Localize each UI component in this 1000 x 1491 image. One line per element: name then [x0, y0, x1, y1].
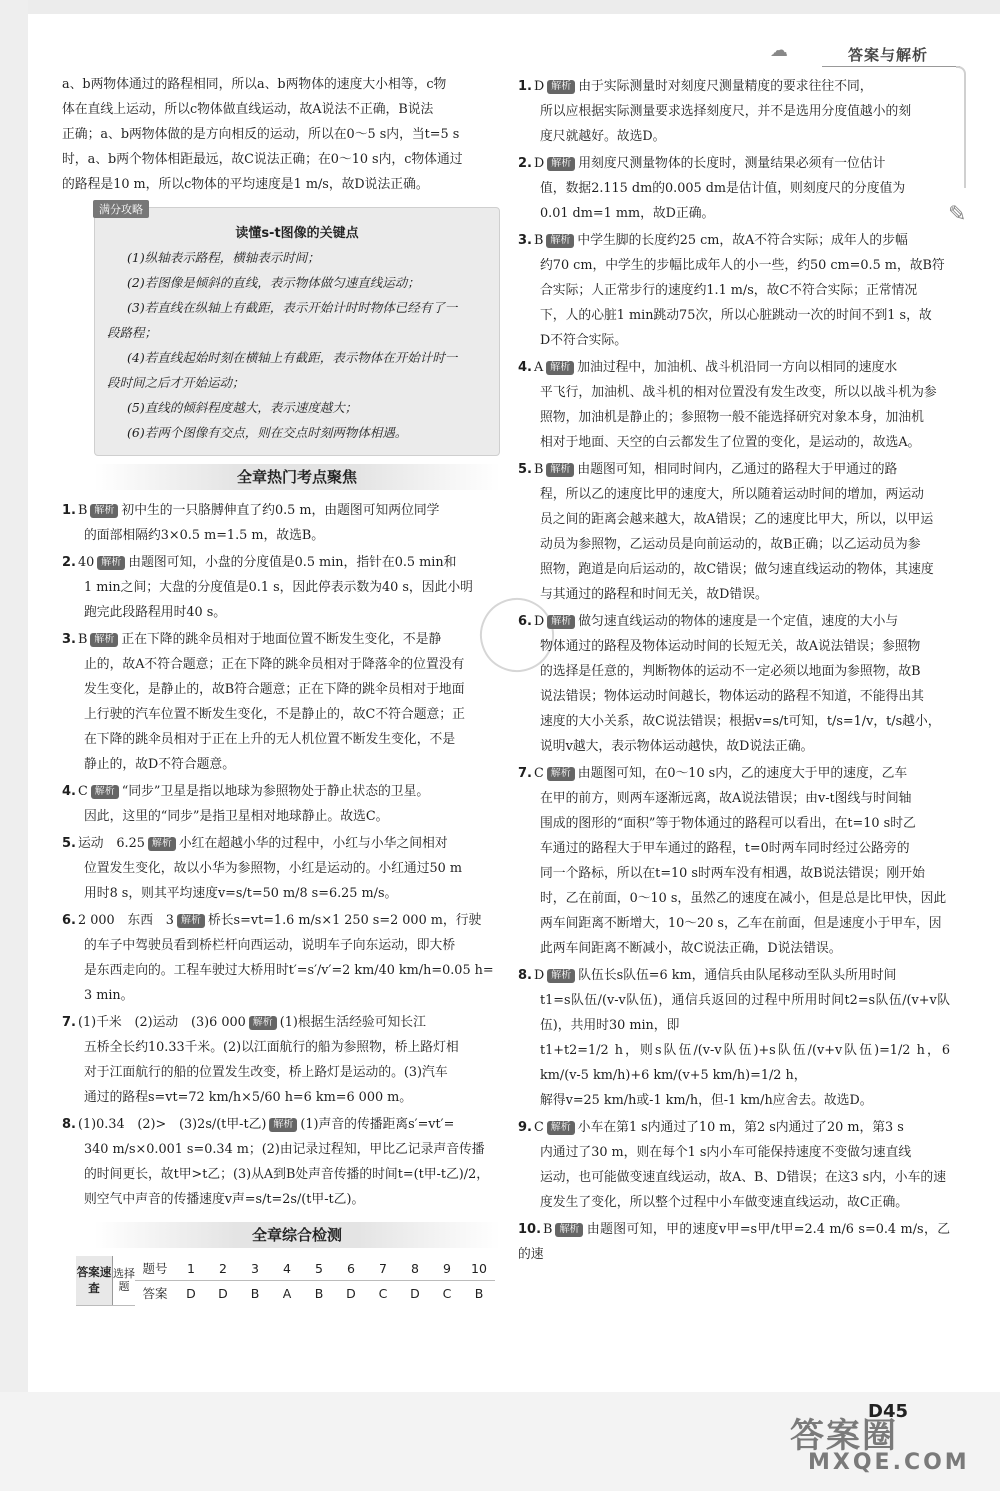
- answer-line: [62, 1060, 502, 1085]
- analysis-tag: 解析: [177, 914, 205, 928]
- answer-line: [518, 1140, 950, 1165]
- answer-item: [518, 1115, 950, 1215]
- answer-letter: B: [250, 1285, 260, 1301]
- answer-item: [518, 609, 950, 759]
- right-answer-list: [518, 74, 950, 1267]
- answer-line: [518, 482, 950, 507]
- answer-letter: B: [314, 1285, 324, 1301]
- answer-line: [518, 684, 950, 709]
- answer-text: D不符合实际。: [540, 333, 628, 348]
- answer-line: [518, 963, 950, 988]
- left-column: [62, 72, 502, 1306]
- answer-text: 的车子中驾驶员看到桥栏杆向西运动，说明车子向东运动，即大桥: [84, 938, 456, 953]
- answer-line: [518, 761, 950, 786]
- answer-text: 由题图可知，甲的速度v甲=s甲/t甲=2.4 m/6 s=0.4 m/s，乙的速: [518, 1222, 950, 1262]
- answer-text: (1)根据生活经验可知长江: [279, 1015, 426, 1030]
- answer-line: [518, 328, 950, 353]
- left-answer-list: [62, 498, 502, 1212]
- answer-text: 动员为参照物，乙运动员是向前运动的，故B正确；以乙运动员为参: [540, 537, 921, 552]
- answer-line: [518, 380, 950, 405]
- answer-text: (1)声音的传播距离s′=vt′=: [300, 1117, 455, 1132]
- answer-line: [62, 908, 502, 933]
- answer-line: [518, 532, 950, 557]
- answer-item: [518, 1217, 950, 1267]
- answer-line: [518, 811, 950, 836]
- answer-text: 小红在超越小华的过程中，小红与小华之间相对: [178, 836, 448, 851]
- answer-line: [518, 988, 950, 1038]
- answer-line: [518, 99, 950, 124]
- answer-text: 是东西走向的。工程车驶过大桥用时t′=s′/v′=2 km/40 km/h=0.05 h=: [84, 963, 494, 978]
- answer-line: [62, 856, 502, 881]
- answer-text: 位置发生变化，故以小华为参照物，小红是运动的。小红通过50 m: [84, 861, 463, 876]
- answer-line: [518, 457, 950, 482]
- tip-line: (6)若两个图像有交点，则在交点时刻两物体相遇。: [127, 425, 408, 440]
- analysis-tag: 解析: [91, 785, 119, 799]
- analysis-tag: 解析: [547, 1121, 575, 1135]
- answer-line: [62, 779, 502, 804]
- answer-key: 运动 6.25: [77, 836, 145, 851]
- answer-text: 围成的图形的“面积”等于物体通过的路程可以看出，在t=10 s时乙: [540, 816, 916, 831]
- answer-line: [62, 831, 502, 856]
- answer-key: D: [533, 156, 545, 171]
- answer-text: 队伍长s队伍=6 km，通信兵由队尾移动至队头所用时间: [578, 968, 897, 983]
- answer-line: [518, 1038, 950, 1088]
- answer-text: 初中生的一只胳膊伸直了约0.5 m，由题图可知两位同学: [121, 503, 440, 518]
- answer-text: 度发生了变化，所以整个过程中小车做变速直线运动，故C正确。: [540, 1195, 909, 1210]
- answer-text: 桥长s=vt=1.6 m/s×1 250 s=2 000 m，行驶: [207, 913, 482, 928]
- answer-line: [518, 634, 950, 659]
- answer-text: 同一个路标，所以在t=10 s时两车没有相遇，故B说法错误；刚开始: [540, 866, 925, 881]
- answer-key: 40: [77, 555, 95, 570]
- answer-line: [518, 1165, 950, 1190]
- answer-number: 5.: [62, 836, 76, 851]
- answer-number: 6.: [518, 614, 532, 629]
- answer-line: [518, 151, 950, 176]
- intro-line: 的路程是10 m，所以c物体的平均速度是1 m/s，故D说法正确。: [62, 177, 429, 192]
- answer-line: [518, 911, 950, 936]
- answer-key: B: [533, 462, 544, 477]
- answer-text: 内通过了30 m，则在每个1 s内小车可能保持速度不变做匀速直线: [540, 1145, 912, 1160]
- analysis-tag: 解析: [547, 615, 575, 629]
- answer-line: [518, 786, 950, 811]
- answer-number: 10.: [518, 1222, 542, 1237]
- answer-letter: D: [346, 1285, 356, 1301]
- answer-table-side-label: 答案速查: [76, 1256, 113, 1305]
- analysis-tag: 解析: [546, 234, 574, 248]
- answer-line: [518, 709, 950, 734]
- answer-number: 8.: [518, 968, 532, 983]
- answer-text: 因此，这里的“同步”是指卫星相对地球静止。故选C。: [84, 809, 389, 824]
- intro-line: a、b两物体通过的路程相同，所以a、b两物体的速度大小相等，c物: [62, 77, 447, 92]
- tip-line: 段时间之后才开始运动；: [107, 375, 245, 390]
- answer-letter: D: [410, 1285, 420, 1301]
- answer-text: 3 min。: [84, 988, 134, 1003]
- answer-text: 此两车间距离不断减小，故C说法正确，D说法错误。: [540, 941, 842, 956]
- answer-key: (1)0.34 (2)> (3)2s/(t甲-t乙): [77, 1117, 267, 1132]
- tip-line: (3)若直线在纵轴上有截距，表示开始计时时物体已经有了一: [127, 300, 458, 315]
- tip-box: [94, 203, 500, 456]
- intro-line: 正确；a、b两物体做的是方向相反的运动，所以在0～5 s内，当t=5 s: [62, 127, 460, 142]
- answer-line: [518, 734, 950, 759]
- answer-text: 解得v=25 km/h或-1 km/h，但-1 km/h应舍去。故选D。: [540, 1093, 873, 1108]
- header-bracket: [956, 66, 966, 188]
- answer-key: 2 000 东西 3: [77, 913, 174, 928]
- answer-text: 程，所以乙的速度比甲的速度大，所以随着运动时间的增加，两运动: [540, 487, 924, 502]
- answer-text: 五桥全长约10.33千米。(2)以江面航行的船为参照物，桥上路灯相: [84, 1040, 459, 1055]
- right-column: [518, 72, 950, 1267]
- answer-key: B: [533, 233, 544, 248]
- answer-number: 3.: [62, 632, 76, 647]
- answer-line: [518, 609, 950, 634]
- answer-line: [518, 74, 950, 99]
- answer-number: 1.: [518, 79, 532, 94]
- tip-line: (5)直线的倾斜程度越大，表示速度越大；: [127, 400, 358, 415]
- answer-number: 8.: [62, 1117, 76, 1132]
- answer-text: 对于江面航行的船的位置发生改变，桥上路灯是运动的。(3)汽车: [84, 1065, 448, 1080]
- watermark-url: MXQE.COM: [808, 1450, 970, 1475]
- answer-text: 用刻度尺测量物体的长度时，测量结果必须有一位估计: [578, 156, 886, 171]
- answer-item: [62, 550, 502, 625]
- answer-line: [518, 861, 950, 886]
- answer-key: D: [533, 968, 545, 983]
- answer-text: 1 min之间；大盘的分度值是0.1 s，因此停表示数为40 s，因此小明: [84, 580, 473, 595]
- question-number: 7: [367, 1256, 399, 1281]
- answer-text: 车通过的路程大于甲车通过的路程，t=0时两车同时经过公路旁的: [540, 841, 910, 856]
- answer-item: [62, 1010, 502, 1110]
- answer-line: [518, 355, 950, 380]
- answer-line: [62, 983, 502, 1008]
- answer-line: [62, 575, 502, 600]
- answer-line: [62, 1187, 502, 1212]
- answer-line: [518, 1115, 950, 1140]
- answer-line: [518, 1190, 950, 1215]
- answer-text: 合实际；人正常步行的速度约1.1 m/s，故C不符合实际；正常情况: [540, 283, 918, 298]
- answer-line: [62, 550, 502, 575]
- answer-text: 用时8 s，则其平均速度v=s/t=50 m/8 s=6.25 m/s。: [84, 886, 398, 901]
- answer-line: [62, 498, 502, 523]
- answer-text: 静止的，故D不符合题意。: [84, 757, 236, 772]
- answer-key: B: [77, 632, 88, 647]
- cloud-icon: ☁: [770, 40, 788, 61]
- answer-item: [518, 355, 950, 455]
- answer-text: 相对于地面、天空的白云都发生了位置的变化，是运动的，故选A。: [540, 435, 921, 450]
- answer-line: [518, 278, 950, 303]
- answer-text: 的面部相隔约3×0.5 m=1.5 m，故选B。: [84, 528, 325, 543]
- answer-text: 做匀速直线运动的物体的速度是一个定值，速度的大小与: [578, 614, 899, 629]
- answer-text: 约70 cm，中学生的步幅比成年人的小一些，约50 cm=0.5 m，故B符: [540, 258, 945, 273]
- answer-line: [518, 253, 950, 278]
- answer-text: 在甲的前方，则两车逐渐远离，故A说法错误；由v-t图线与时间轴: [540, 791, 912, 806]
- stick-figure-icon: ✎: [948, 202, 967, 227]
- answer-item: [518, 457, 950, 607]
- answer-number: 7.: [62, 1015, 76, 1030]
- answer-text: 发生变化，是静止的，故B符合题意；正在下降的跳伞员相对于地面: [84, 682, 465, 697]
- answer-letter: B: [474, 1285, 484, 1301]
- answer-item: [518, 963, 950, 1113]
- analysis-tag: 解析: [249, 1016, 277, 1030]
- answer-line: [518, 201, 950, 226]
- tip-title: 读懂s-t图像的关键点: [235, 226, 359, 241]
- answer-table-row-label: 题号: [135, 1256, 175, 1281]
- answer-line: [62, 727, 502, 752]
- answer-line: [518, 936, 950, 961]
- answer-line: [518, 886, 950, 911]
- analysis-tag: 解析: [148, 837, 176, 851]
- answer-text: 340 m/s×0.001 s=0.34 m；(2)由记录过程知，甲比乙记录声音传播: [84, 1142, 485, 1157]
- answer-letter: D: [218, 1285, 228, 1301]
- answer-key: B: [77, 503, 88, 518]
- answer-line: [62, 1137, 502, 1162]
- tip-line: (1)纵轴表示路程，横轴表示时间；: [127, 250, 320, 265]
- answer-line: [62, 1010, 502, 1035]
- analysis-tag: 解析: [547, 767, 575, 781]
- answer-line: [518, 1217, 950, 1267]
- analysis-tag: 解析: [546, 361, 574, 375]
- answer-item: [518, 74, 950, 149]
- answer-key: A: [533, 360, 544, 375]
- tip-line: (4)若直线起始时刻在横轴上有截距，表示物体在开始计时一: [127, 350, 458, 365]
- answer-key: C: [533, 766, 544, 781]
- answer-line: [518, 124, 950, 149]
- answer-text: 跑完此段路程用时40 s。: [84, 605, 227, 620]
- answer-text: 0.01 dm=1 mm，故D正确。: [540, 206, 715, 221]
- answer-text: 运动，也可能做变速直线运动，故A、B、D错误；在这3 s内，小车的速: [540, 1170, 946, 1185]
- answer-line: [62, 677, 502, 702]
- answer-text: 与其通过的路程和时间无关，故D错误。: [540, 587, 768, 602]
- answer-key: C: [77, 784, 88, 799]
- answer-text: 所以应根据实际测量要求选择刻度尺，并不是选用分度值越小的刻: [540, 104, 912, 119]
- analysis-tag: 解析: [90, 504, 118, 518]
- answer-letter: D: [186, 1285, 196, 1301]
- page-number: D45: [868, 1401, 908, 1422]
- answer-text: 物体通过的路程及物体运动时间的长短无关，故A说法错误；参照物: [540, 639, 921, 654]
- intro-line: 体在直线上运动，所以c物体做直线运动，故A说法不正确，B说法: [62, 102, 434, 117]
- answer-line: [518, 836, 950, 861]
- answer-line: [518, 582, 950, 607]
- answer-line: [62, 1162, 502, 1187]
- answer-number: 3.: [518, 233, 532, 248]
- answer-key: D: [533, 614, 545, 629]
- answer-table: [76, 1256, 495, 1306]
- answer-text: 在下降的跳伞员相对于正在上升的无人机位置不断发生变化，不是: [84, 732, 456, 747]
- answer-text: 时，乙在前面，0～10 s，虽然乙的速度在减小，但是总是比甲快，因此: [540, 891, 947, 906]
- question-number: 9: [431, 1256, 463, 1281]
- answer-number: 2.: [62, 555, 76, 570]
- answer-text: t1+t2=1/2 h，则s队伍/(v-v队伍)+s队伍/(v+v队伍)=1/2 h，6 km/(v-5 km/h)+6 km/(v+5 km/h)=1/2 h，: [540, 1043, 950, 1083]
- answer-text: 正在下降的跳伞员相对于地面位置不断发生变化，不是静: [121, 632, 442, 647]
- tip-line: (2)若图像是倾斜的直线，表示物体做匀速直线运动；: [127, 275, 420, 290]
- answer-item: [62, 1112, 502, 1212]
- page-header-title: 答案与解析: [847, 46, 928, 64]
- analysis-tag: 解析: [97, 556, 125, 570]
- answer-item: [62, 908, 502, 1008]
- answer-table-row-numbers: [76, 1256, 495, 1281]
- answer-item: [518, 151, 950, 226]
- answer-letter: A: [282, 1285, 292, 1301]
- answer-text: 止的，故A不符合题意；正在下降的跳伞员相对于降落伞的位置没有: [84, 657, 465, 672]
- answer-text: t1=s队伍/(v-v队伍)，通信兵返回的过程中所用时间t2=s队伍/(v+v队伍)，共用时30 min，即: [540, 993, 950, 1033]
- answer-line: [518, 557, 950, 582]
- answer-number: 5.: [518, 462, 532, 477]
- answer-line: [62, 652, 502, 677]
- tip-line: 段路程；: [107, 325, 158, 340]
- answer-line: [62, 600, 502, 625]
- tip-label: 满分攻略: [93, 200, 149, 218]
- analysis-tag: 解析: [547, 80, 575, 94]
- answer-line: [518, 405, 950, 430]
- answer-number: 1.: [62, 503, 76, 518]
- answer-number: 9.: [518, 1120, 532, 1135]
- answer-text: 度尺就越好。故选D。: [540, 129, 666, 144]
- section-heading: 全章热门考点聚焦: [94, 464, 500, 490]
- answer-item: [62, 498, 502, 548]
- analysis-tag: 解析: [546, 463, 574, 477]
- answer-item: [62, 627, 502, 777]
- answer-text: 说法错误；物体运动时间越长，物体运动的路程不知道，不能得出其: [540, 689, 924, 704]
- answer-number: 7.: [518, 766, 532, 781]
- intro-paragraph: [62, 72, 502, 197]
- answer-text: 由于实际测量时对刻度尺测量精度的要求往往不同，: [578, 79, 873, 94]
- analysis-tag: 解析: [269, 1118, 297, 1132]
- answer-item: [518, 761, 950, 961]
- answer-item: [62, 779, 502, 829]
- top-scan-strip: [0, 0, 1000, 14]
- watermark-logo: 答案圈: [790, 1416, 898, 1456]
- question-number: 6: [335, 1256, 367, 1281]
- answer-text: 平飞行，加油机、战斗机的相对位置没有发生改变，所以以战斗机为参: [540, 385, 937, 400]
- answer-text: 说明v越大，表示物体运动越快，故D说法正确。: [540, 739, 814, 754]
- answer-text: 的时间更长，故t甲>t乙；(3)从A到B处声音传播的时间t=(t甲-t乙)/2，: [84, 1167, 490, 1182]
- answer-letter: C: [378, 1285, 388, 1301]
- answer-line: [518, 659, 950, 684]
- answer-line: [62, 881, 502, 906]
- page-binding-edge: [0, 0, 28, 1491]
- answer-line: [62, 1035, 502, 1060]
- answer-text: 小车在第1 s内通过了10 m，第2 s内通过了20 m，第3 s: [577, 1120, 904, 1135]
- question-number: 10: [463, 1256, 495, 1281]
- answer-text: 两车间距离不断增大，10～20 s，乙车在前面，但是速度小于甲车，因: [540, 916, 942, 931]
- answer-item: [518, 228, 950, 353]
- answer-text: 由题图可知，在0～10 s内，乙的速度大于甲的速度，乙车: [577, 766, 908, 781]
- analysis-tag: 解析: [90, 633, 118, 647]
- answer-text: 中学生脚的长度约25 cm，故A不符合实际；成年人的步幅: [577, 233, 908, 248]
- answer-table-type-label: 选择题: [113, 1256, 136, 1305]
- answer-text: 照物，加油机是静止的；参照物一般不能选择研究对象本身，加油机: [540, 410, 924, 425]
- answer-key: C: [533, 1120, 544, 1135]
- answer-line: [518, 176, 950, 201]
- question-number: 4: [271, 1256, 303, 1281]
- answer-number: 2.: [518, 156, 532, 171]
- answer-table-row-label: 答案: [142, 1286, 168, 1301]
- answer-line: [62, 627, 502, 652]
- answer-line: [518, 430, 950, 455]
- header-divider: [822, 66, 960, 67]
- answer-key: B: [543, 1222, 553, 1237]
- answer-line: [62, 1112, 502, 1137]
- answer-line: [518, 1088, 950, 1113]
- analysis-tag: 解析: [547, 157, 575, 171]
- answer-key: D: [533, 79, 545, 94]
- answer-text: 上行驶的汽车位置不断发生变化，不是静止的，故C不符合题意；正: [84, 707, 465, 722]
- answer-line: [62, 1085, 502, 1110]
- answer-line: [62, 702, 502, 727]
- answer-line: [518, 303, 950, 328]
- answer-text: 照物，跑道是向后运动的，故C错误；做匀速直线运动的物体，其速度: [540, 562, 934, 577]
- answer-line: [518, 228, 950, 253]
- answer-line: [518, 507, 950, 532]
- answer-text: 由题图可知，小盘的分度值是0.5 min，指针在0.5 min和: [128, 555, 457, 570]
- analysis-tag: 解析: [555, 1223, 583, 1237]
- question-number: 2: [207, 1256, 239, 1281]
- answer-line: [62, 804, 502, 829]
- answer-text: 通过的路程s=vt=72 km/h×5/60 h=6 km=6 000 m。: [84, 1090, 413, 1105]
- analysis-tag: 解析: [547, 969, 575, 983]
- answer-text: 由题图可知，相同时间内，乙通过的路程大于甲通过的路: [577, 462, 898, 477]
- intro-line: 时，a、b两个物体相距最远，故C说法正确；在0～10 s内，c物体通过: [62, 152, 463, 167]
- answer-text: 加油过程中，加油机、战斗机沿同一方向以相同的速度水: [577, 360, 898, 375]
- question-number: 1: [175, 1256, 207, 1281]
- answer-text: 下，人的心脏1 min跳动75次，所以心脏跳动一次的时间不到1 s，故: [540, 308, 932, 323]
- answer-line: [62, 523, 502, 548]
- answer-line: [62, 958, 502, 983]
- answer-letter: C: [442, 1285, 452, 1301]
- answer-key: (1)千米 (2)运动 (3)6 000: [77, 1015, 246, 1030]
- answer-text: 的选择是任意的，判断物体的运动不一定必须以地面为参照物，故B: [540, 664, 921, 679]
- answer-text: 值，数据2.115 dm的0.005 dm是估计值，则刻度尺的分度值为: [540, 181, 906, 196]
- answer-line: [62, 752, 502, 777]
- answer-number: 4.: [518, 360, 532, 375]
- question-number: 3: [239, 1256, 271, 1281]
- answer-line: [62, 933, 502, 958]
- answer-table-row-answers: [76, 1281, 495, 1306]
- question-number: 8: [399, 1256, 431, 1281]
- answer-number: 6.: [62, 913, 76, 928]
- question-number: 5: [303, 1256, 335, 1281]
- answer-number: 4.: [62, 784, 76, 799]
- answer-text: “同步”卫星是指以地球为参照物处于静止状态的卫星。: [121, 784, 430, 799]
- section-heading: 全章综合检测: [94, 1222, 500, 1248]
- answer-item: [62, 831, 502, 906]
- answer-text: 则空气中声音的传播速度v声=s/t=2s/(t甲-t乙)。: [84, 1192, 365, 1207]
- answer-text: 员之间的距离会越来越大，故A错误；乙的速度比甲大，所以，以甲运: [540, 512, 934, 527]
- answer-text: 速度的大小关系，故C说法错误；根据v=s/t可知，t/s=1/v，t/s越小，: [540, 714, 941, 729]
